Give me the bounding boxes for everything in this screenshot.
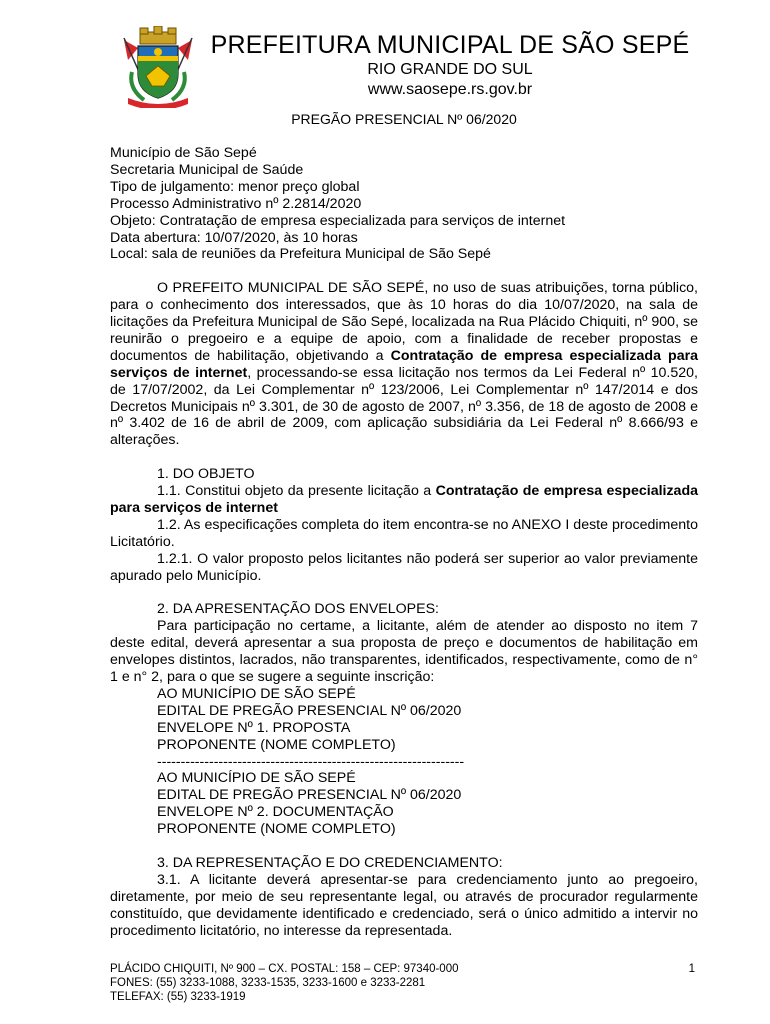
footer-telefax: TELEFAX: (55) 3233-1919 xyxy=(110,991,246,1003)
envelope-line: ENVELOPE Nº 1. PROPOSTA xyxy=(157,719,351,736)
item-1-2: 1.2. As especificações completa do item encontra-se no ANEXO I deste procedimento Licitatório. xyxy=(110,516,698,550)
page-number: 1 xyxy=(688,963,695,975)
envelope-line: AO MUNICÍPIO DE SÃO SEPÉ xyxy=(157,685,356,702)
info-line: Local: sala de reuniões da Prefeitura Municipal de São Sepé xyxy=(110,246,491,263)
item-1-1: 1.1. Constitui objeto da presente licitação a Contratação de empresa especializada para serviços de internet xyxy=(110,483,699,516)
info-line: Secretaria Municipal de Saúde xyxy=(110,161,304,178)
section-1-heading: 1. DO OBJETO xyxy=(157,466,255,483)
info-line: Município de São Sepé xyxy=(110,145,257,161)
info-line: Data abertura: 10/07/2020, às 10 horas xyxy=(110,229,358,246)
info-line: Processo Administrativo nº 2.2814/2020 xyxy=(110,195,362,212)
envelope-line: PROPONENTE (NOME COMPLETO) xyxy=(157,821,396,838)
info-line: Tipo de julgamento: menor preço global xyxy=(110,178,360,195)
document-body xyxy=(110,145,698,940)
envelope-line: PROPONENTE (NOME COMPLETO) xyxy=(157,736,396,753)
envelope-line: AO MUNICÍPIO DE SÃO SEPÉ xyxy=(157,770,356,787)
website-url: www.saosepe.rs.gov.br xyxy=(367,81,533,98)
page-footer xyxy=(110,962,698,1004)
info-line: Objeto: Contratação de empresa especializada para serviços de internet xyxy=(110,212,566,229)
intro-paragraph: O PREFEITO MUNICIPAL DE SÃO SEPÉ, no uso de suas atribuições, torna público, para o conhecimento dos interessados, que às 10 horas do dia 10/07/2020, na sala de licitações da Prefeitura Municipal de São Sepé, localizada na Rua Plácido Chiquiti, nº 900, se reunirão o pregoeiro e a equipe de apoio, com a finalidade de receber propostas e documentos de habilitação, objetivando a Contratação de empresa especializada para serviços de internet, processando-se essa licitação nos termos da Lei Federal nº 10.520, de 17/07/2002, da Lei Complementar nº 123/2006, Lei Complementar nº 147/2014 e dos Decretos Municipais nº 3.301, de 30 de agosto de 2007, nº 3.356, de 18 de agosto de 2008 e nº 3.402 de 16 de abril de 2009, com aplicação subsidiária da Lei Federal nº 8.666/93 e alterações. xyxy=(110,280,698,449)
section-2-paragraph: Para participação no certame, a licitante, além de atender ao disposto no item 7 deste edital, deverá apresentar a sua proposta de preço e documentos de habilitação em envelopes distintos, lacrados, não transparentes, identificados, respectivamente, como de n° 1 e n° 2, para o que se sugere a seguinte inscrição: xyxy=(110,618,698,686)
item-1-2-1: 1.2.1. O valor proposto pelos licitantes não poderá ser superior ao valor previamente apurado pelo Município. xyxy=(110,550,698,584)
state-name: RIO GRANDE DO SUL xyxy=(367,61,533,78)
envelope-line: EDITAL DE PREGÃO PRESENCIAL Nº 06/2020 xyxy=(157,787,462,804)
envelope-line: EDITAL DE PREGÃO PRESENCIAL Nº 06/2020 xyxy=(157,702,462,719)
envelope-line: ENVELOPE Nº 2. DOCUMENTAÇÃO xyxy=(157,804,394,821)
footer-phones: FONES: (55) 3233-1088, 3233-1535, 3233-1600 e 3233-2281 xyxy=(110,977,426,989)
coat-of-arms-icon xyxy=(118,26,198,108)
envelope-1-inscription xyxy=(110,686,698,771)
separator-line: ----------------------------------------------------------------- xyxy=(157,753,465,770)
item-3-1: 3.1. A licitante deverá apresentar-se para credenciamento junto ao pregoeiro, diretamente, por meio de seu representante legal, ou através de procurador regularmente constituído, que devidamente identificado e credenciado, será o único admitido a intervir no procedimento licitatório, no interesse da representada. xyxy=(110,871,698,939)
section-2-heading: 2. DA APRESENTAÇÃO DOS ENVELOPES: xyxy=(157,601,440,618)
section-3-heading: 3. DA REPRESENTAÇÃO E DO CREDENCIAMENTO: xyxy=(157,855,503,871)
municipality-title: PREFEITURA MUNICIPAL DE SÃO SEPÉ xyxy=(210,31,690,59)
footer-address: PLÁCIDO CHIQUITI, Nº 900 – CX. POSTAL: 158 – CEP: 97340-000 xyxy=(110,963,459,975)
document-title: PREGÃO PRESENCIAL Nº 06/2020 xyxy=(291,111,517,127)
envelope-2-inscription xyxy=(110,770,698,838)
